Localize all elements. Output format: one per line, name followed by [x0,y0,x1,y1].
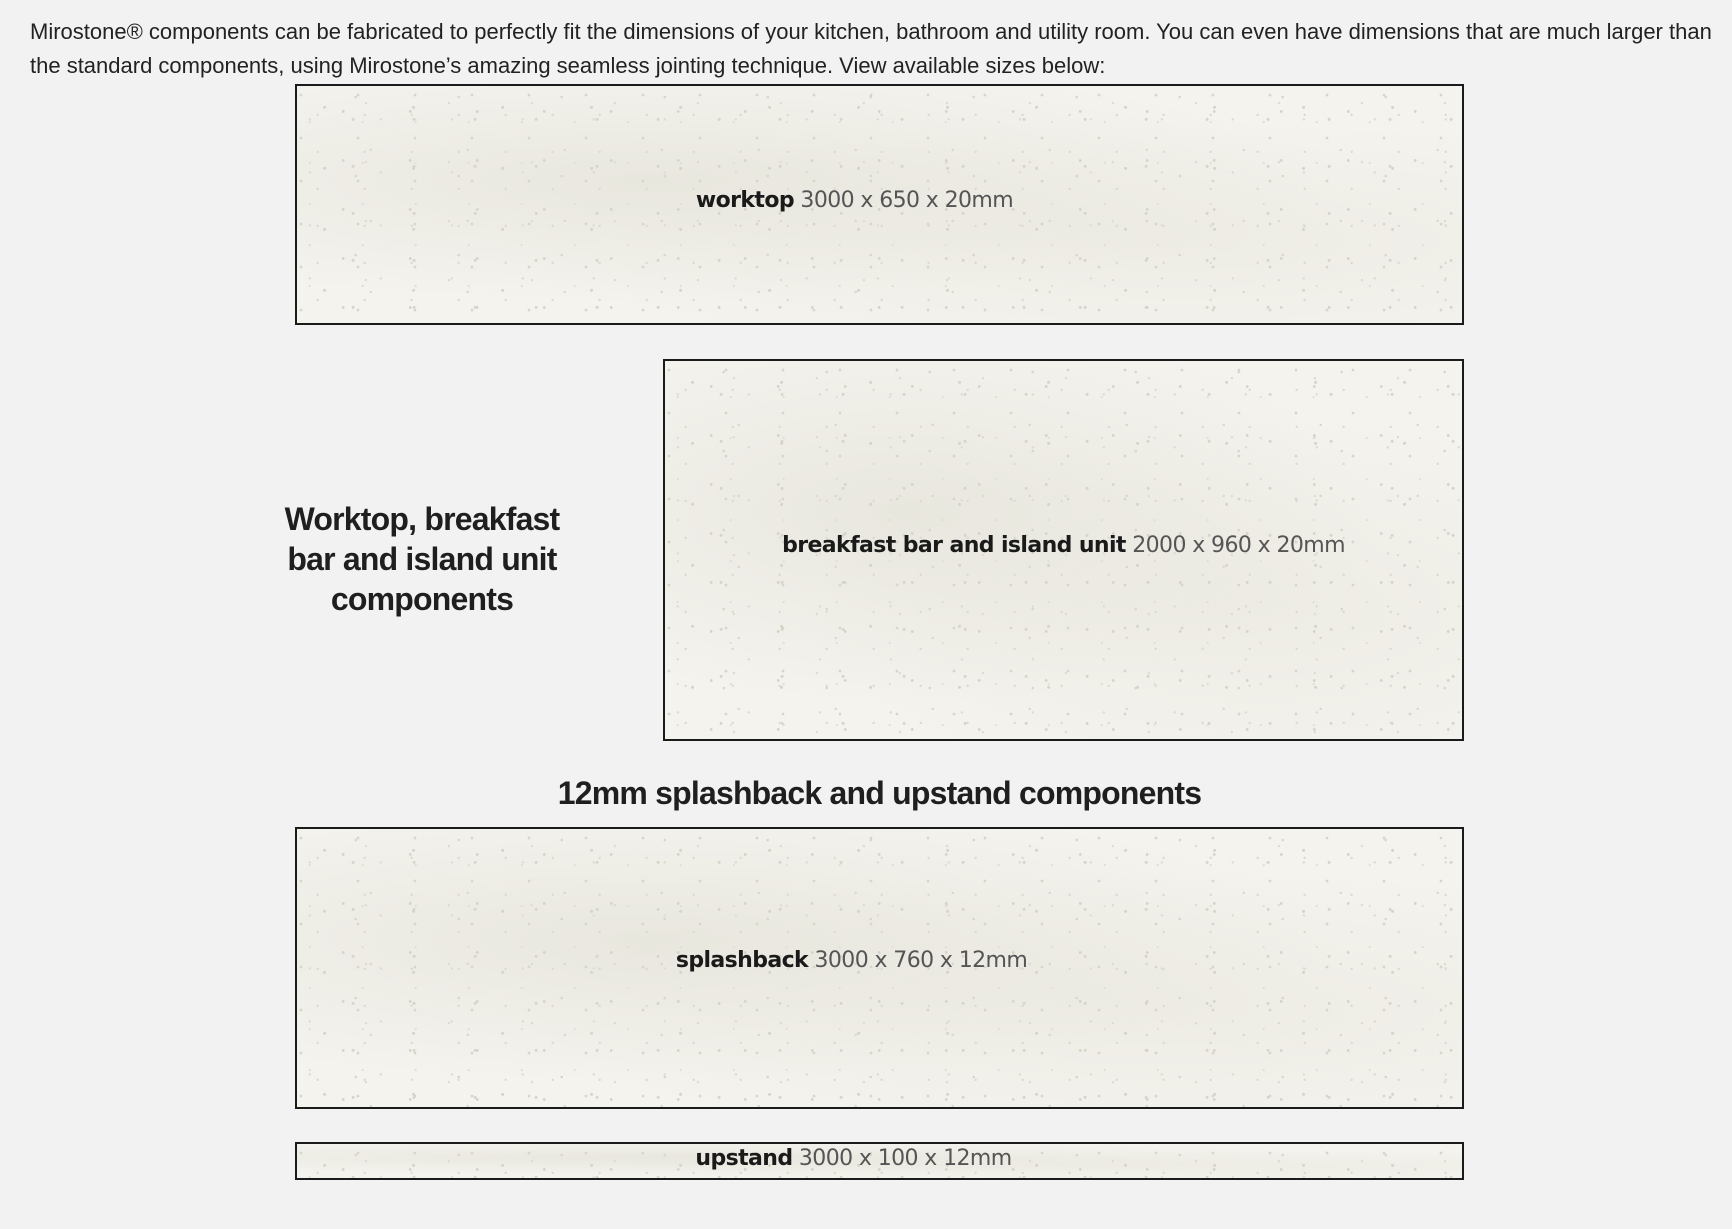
upstand-size-image [295,1142,1464,1180]
worktop-size-image [295,84,1464,325]
upstand-name: upstand [695,1145,793,1171]
splashback-group-heading: 12mm splashback and upstand components [557,775,1202,811]
worktop-label [696,188,1013,213]
breakfast-bar-size-image [663,359,1464,741]
upstand-label [695,1146,1011,1171]
worktop-name: worktop [695,188,795,213]
intro-paragraph: Mirostone® components can be fabricated to perfectly fit the dimensions of your kitchen, bathroom and utility room. You can even have dimensions that are much larger than the standard components, using Mirostone’s amazing seamless jointing technique. View available sizes below: [30,19,1712,78]
breakfast-bar-name: breakfast bar and island unit [782,532,1126,558]
worktop-group-heading: Worktop, breakfast bar and island unit components [284,501,560,617]
splashback-label [676,948,1027,973]
splashback-dimensions: 3000 x 760 x 12mm [814,947,1028,973]
breakfast-bar-label [782,533,1345,558]
worktop-dimensions: 3000 x 650 x 20mm [800,188,1014,213]
splashback-name: splashback [675,947,809,973]
splashback-size-image [295,827,1464,1109]
breakfast-bar-dimensions: 2000 x 960 x 20mm [1132,532,1345,558]
upstand-dimensions: 3000 x 100 x 12mm [798,1145,1012,1171]
